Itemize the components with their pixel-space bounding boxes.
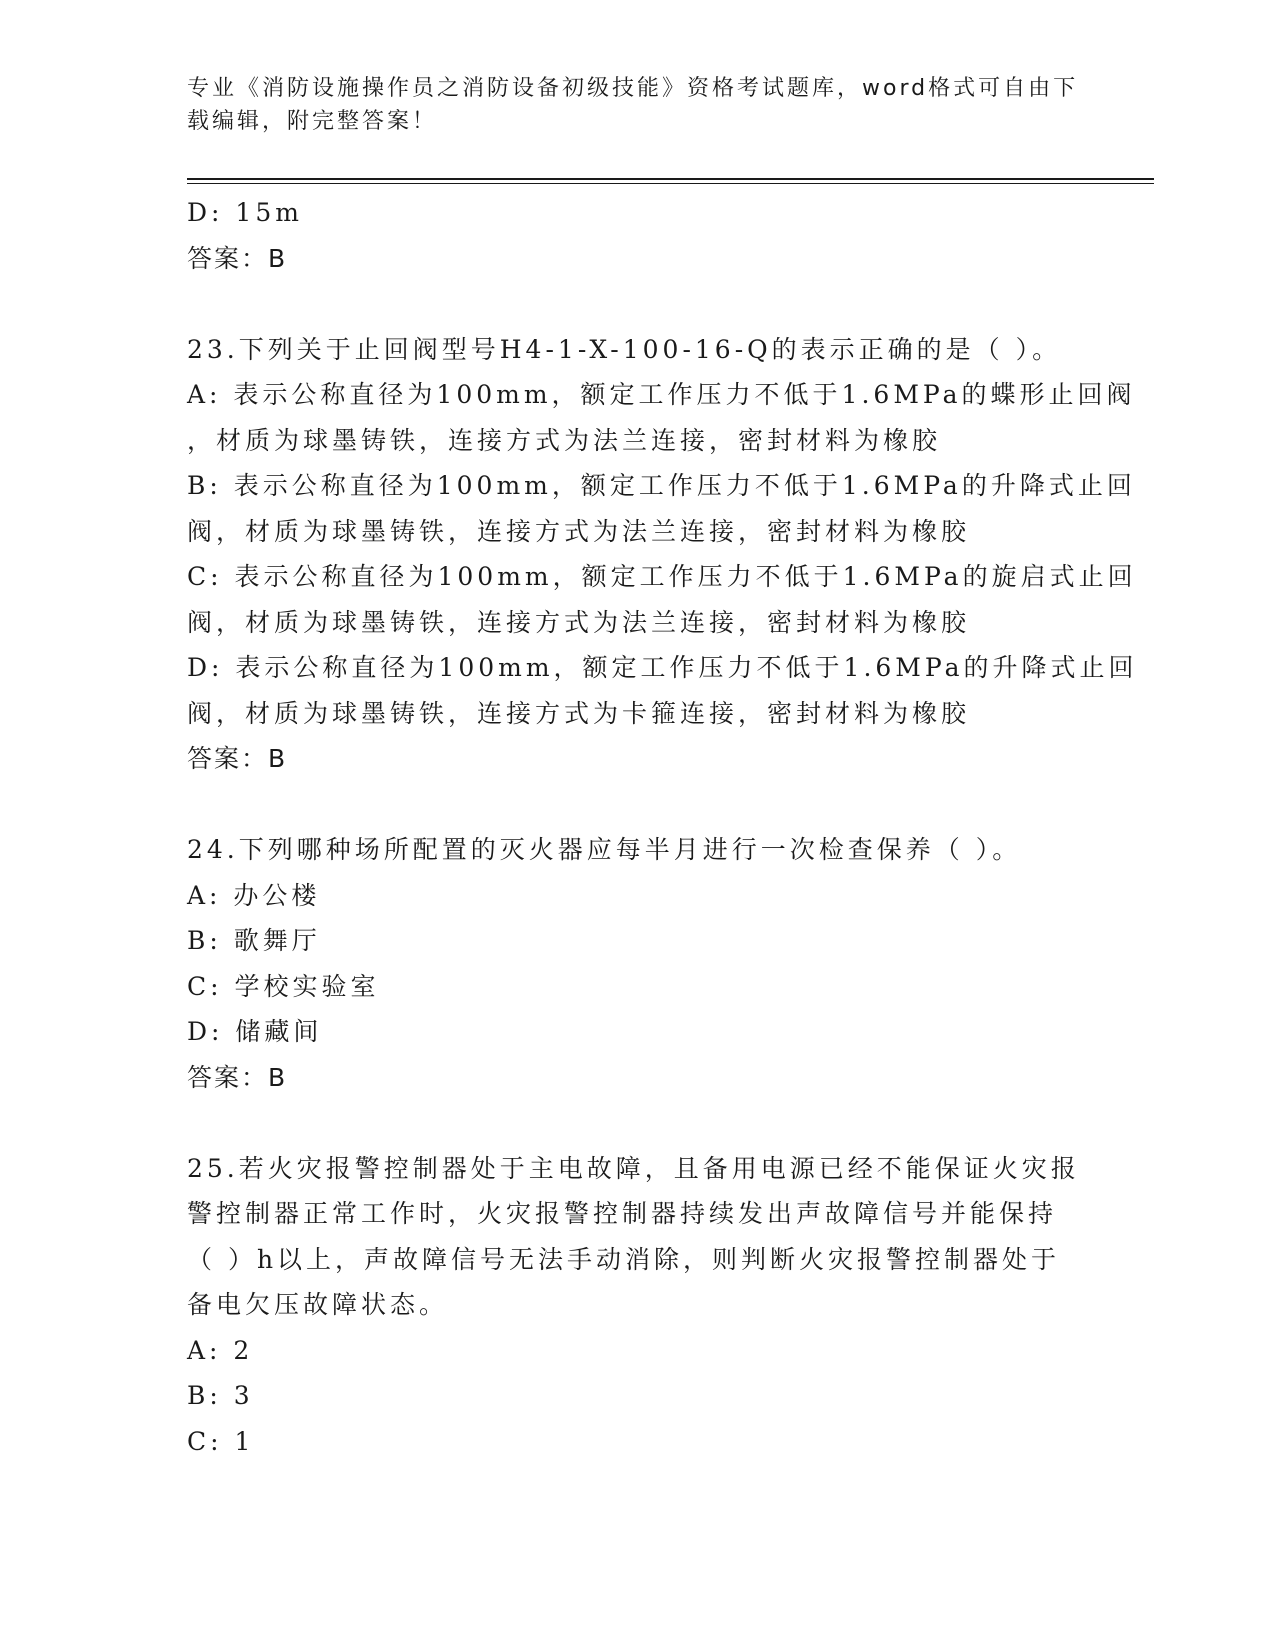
option-b-continued: 阀，材质为球墨铸铁，连接方式为法兰连接，密封材料为橡胶 <box>187 516 971 546</box>
option-c: C: 学校实验室 <box>187 971 380 1001</box>
spacer <box>187 782 1087 828</box>
option-b: B: 3 <box>187 1381 254 1410</box>
option-b: B: 歌舞厅 <box>187 926 321 955</box>
option-c: C: 1 <box>187 1426 255 1456</box>
document-header <box>187 72 1087 138</box>
question-text: 23.下列关于止回阀型号H4-1-X-100-16-Q的表示正确的是（ ）。 <box>187 334 1062 364</box>
spacer <box>187 1100 1087 1146</box>
option-b: B: 表示公称直径为100mm，额定工作压力不低于1.6MPa的升降式止回 <box>187 471 1136 500</box>
answer-line: 答案：B <box>187 243 288 273</box>
question-23 <box>187 327 1138 782</box>
question-text: 25.若火灾报警控制器处于主电故障，且备用电源已经不能保证火灾报 <box>187 1153 1080 1183</box>
answer-line: 答案：B <box>187 744 288 773</box>
option-a-continued: ，材质为球墨铸铁，连接方式为法兰连接，密封材料为橡胶 <box>187 425 942 455</box>
option-d: D: 15m <box>187 198 303 227</box>
spacer <box>187 281 1087 327</box>
option-d: D: 储藏间 <box>187 1017 323 1046</box>
question-24 <box>187 827 1087 1100</box>
question-text: 24.下列哪种场所配置的灭火器应每半月进行一次检查保养（ ）。 <box>187 835 1022 864</box>
header-divider-thin <box>187 183 1154 184</box>
question-text-continued: 备电欠压故障状态。 <box>187 1290 449 1319</box>
option-c-continued: 阀，材质为球墨铸铁，连接方式为法兰连接，密封材料为橡胶 <box>187 607 971 637</box>
question-content <box>187 190 1138 1464</box>
question-25 <box>187 1146 1087 1465</box>
option-c: C: 表示公称直径为100mm，额定工作压力不低于1.6MPa的旋启式止回 <box>187 562 1137 591</box>
header-line-1: 专业《消防设施操作员之消防设备初级技能》资格考试题库，word格式可自由下 <box>187 76 1079 101</box>
option-a: A: 2 <box>187 1335 254 1365</box>
answer-line: 答案：B <box>187 1062 288 1092</box>
option-d: D: 表示公称直径为100mm，额定工作压力不低于1.6MPa的升降式止回 <box>187 653 1138 682</box>
header-line-2: 载编辑，附完整答案！ <box>187 109 438 134</box>
option-a: A: 表示公称直径为100mm，额定工作压力不低于1.6MPa的蝶形止回阀 <box>187 380 1136 409</box>
option-a: A: 办公楼 <box>187 880 321 910</box>
question-text-continued: 警控制器正常工作时，火灾报警控制器持续发出声故障信号并能保持 <box>187 1199 1058 1228</box>
previous-question-tail <box>187 190 1087 281</box>
header-divider-thick <box>187 178 1154 180</box>
question-text-continued: （ ）h以上，声故障信号无法手动消除，则判断火灾报警控制器处于 <box>187 1244 1061 1274</box>
option-d-continued: 阀，材质为球墨铸铁，连接方式为卡箍连接，密封材料为橡胶 <box>187 698 971 728</box>
